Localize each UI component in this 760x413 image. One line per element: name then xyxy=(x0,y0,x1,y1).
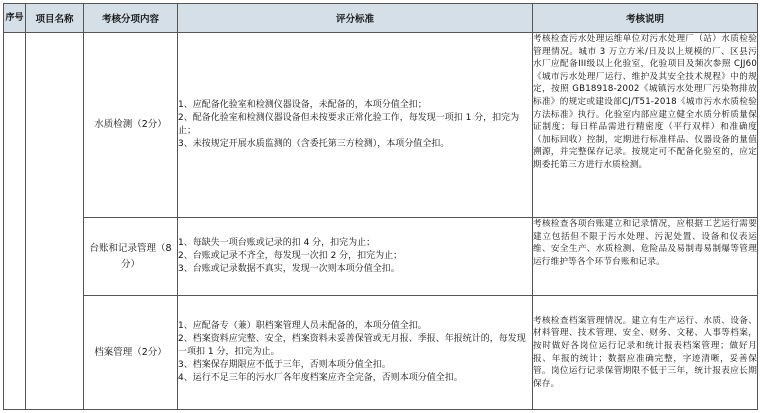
table-row xyxy=(4,296,758,410)
header-project: 项目名称 xyxy=(26,4,84,33)
item-cell: 水质检测（2分） xyxy=(84,33,178,218)
criteria-cell: 1、应配备专（兼）职档案管理人员未配备的，本项分值全扣。 2、档案资料应完整、安全，档案资料未妥善保管或无月报、季报、年报统计的，每发现一项扣 1 分，扣完为止。 3、档案保存期限应不低于三年，否则本项分值全扣。 4、运行不足三年的污水厂各年度档案应齐全完备，否则本项分值全扣。 xyxy=(178,296,533,410)
criteria-cell: 1、每缺失一项台账或记录的扣 4 分，扣完为止； 2、台账或记录不齐全，每发现一次扣 2 分，扣完为止； 3、台账或记录数据不真实，发现一次则本项分值全扣。 xyxy=(178,218,533,296)
explain-cell: 考核检查污水处理运维单位对污水处理厂（站）水质检验管理情况。城市 3 万立方米/日及以上规模的厂、区县污水厂应配备III级以上化验室，化验项目及频次参照 CJJ60《城市污水处理厂运行、维护及其安全技术规程》中的规定，按照 GB18918-2002《城镇污水处理厂污染物排放标准》的规定或建设部CJ/T51-2018《城市污水水质检验方法标准》执行。化验室内部应建立健全水质分析质量保证制度；每日样品需进行精密度（平行双样）和准确度（加标回收）控制，定期进行标准样品、仪器设备的量值溯源，并完整保存记录。按规定可不配备化验室的，应定期委托第三方进行水质检测。 xyxy=(533,33,758,218)
table-header-row xyxy=(4,4,758,33)
table-row xyxy=(4,33,758,218)
header-criteria: 评分标准 xyxy=(178,4,533,33)
header-item: 考核分项内容 xyxy=(84,4,178,33)
project-cell xyxy=(26,33,84,410)
header-seq: 序号 xyxy=(4,4,26,33)
item-cell: 台账和记录管理（8分） xyxy=(84,218,178,296)
seq-cell xyxy=(4,33,26,410)
explain-cell: 考核检查档案管理情况。建立有生产运行、水质、设备、材料管理、技术管理、安全、财务、文秘、人事等档案，按时做好各岗位运行记录和统计报表档案管理；做好月报、年报的统计；数据应准确完整，字迹清晰，妥善保管。岗位运行记录保管期限不低于三年，统计报表应长期保存。 xyxy=(533,296,758,410)
item-cell: 档案管理（2分） xyxy=(84,296,178,410)
criteria-cell: 1、应配备化验室和检测仪器设备，未配备的，本项分值全扣； 2、配备化验室和检测仪器设备但未按要求正常化验工作，每发现一项扣 1 分，扣完为止； 3、未按规定开展水质监测的（含委托第三方检测），本项分值全扣。 xyxy=(178,33,533,218)
table-row xyxy=(4,218,758,296)
explain-cell: 考核检查各项台账建立和记录情况，应根据工艺运行需要建立包括但不限于污水处理、污泥处置、设备和仪表运维、安全生产、水质检测、危险品及易制毒易制爆等管理运行维护等各个环节台账和记录。 xyxy=(533,218,758,296)
header-explain: 考核说明 xyxy=(533,4,758,33)
assessment-table xyxy=(3,3,758,410)
